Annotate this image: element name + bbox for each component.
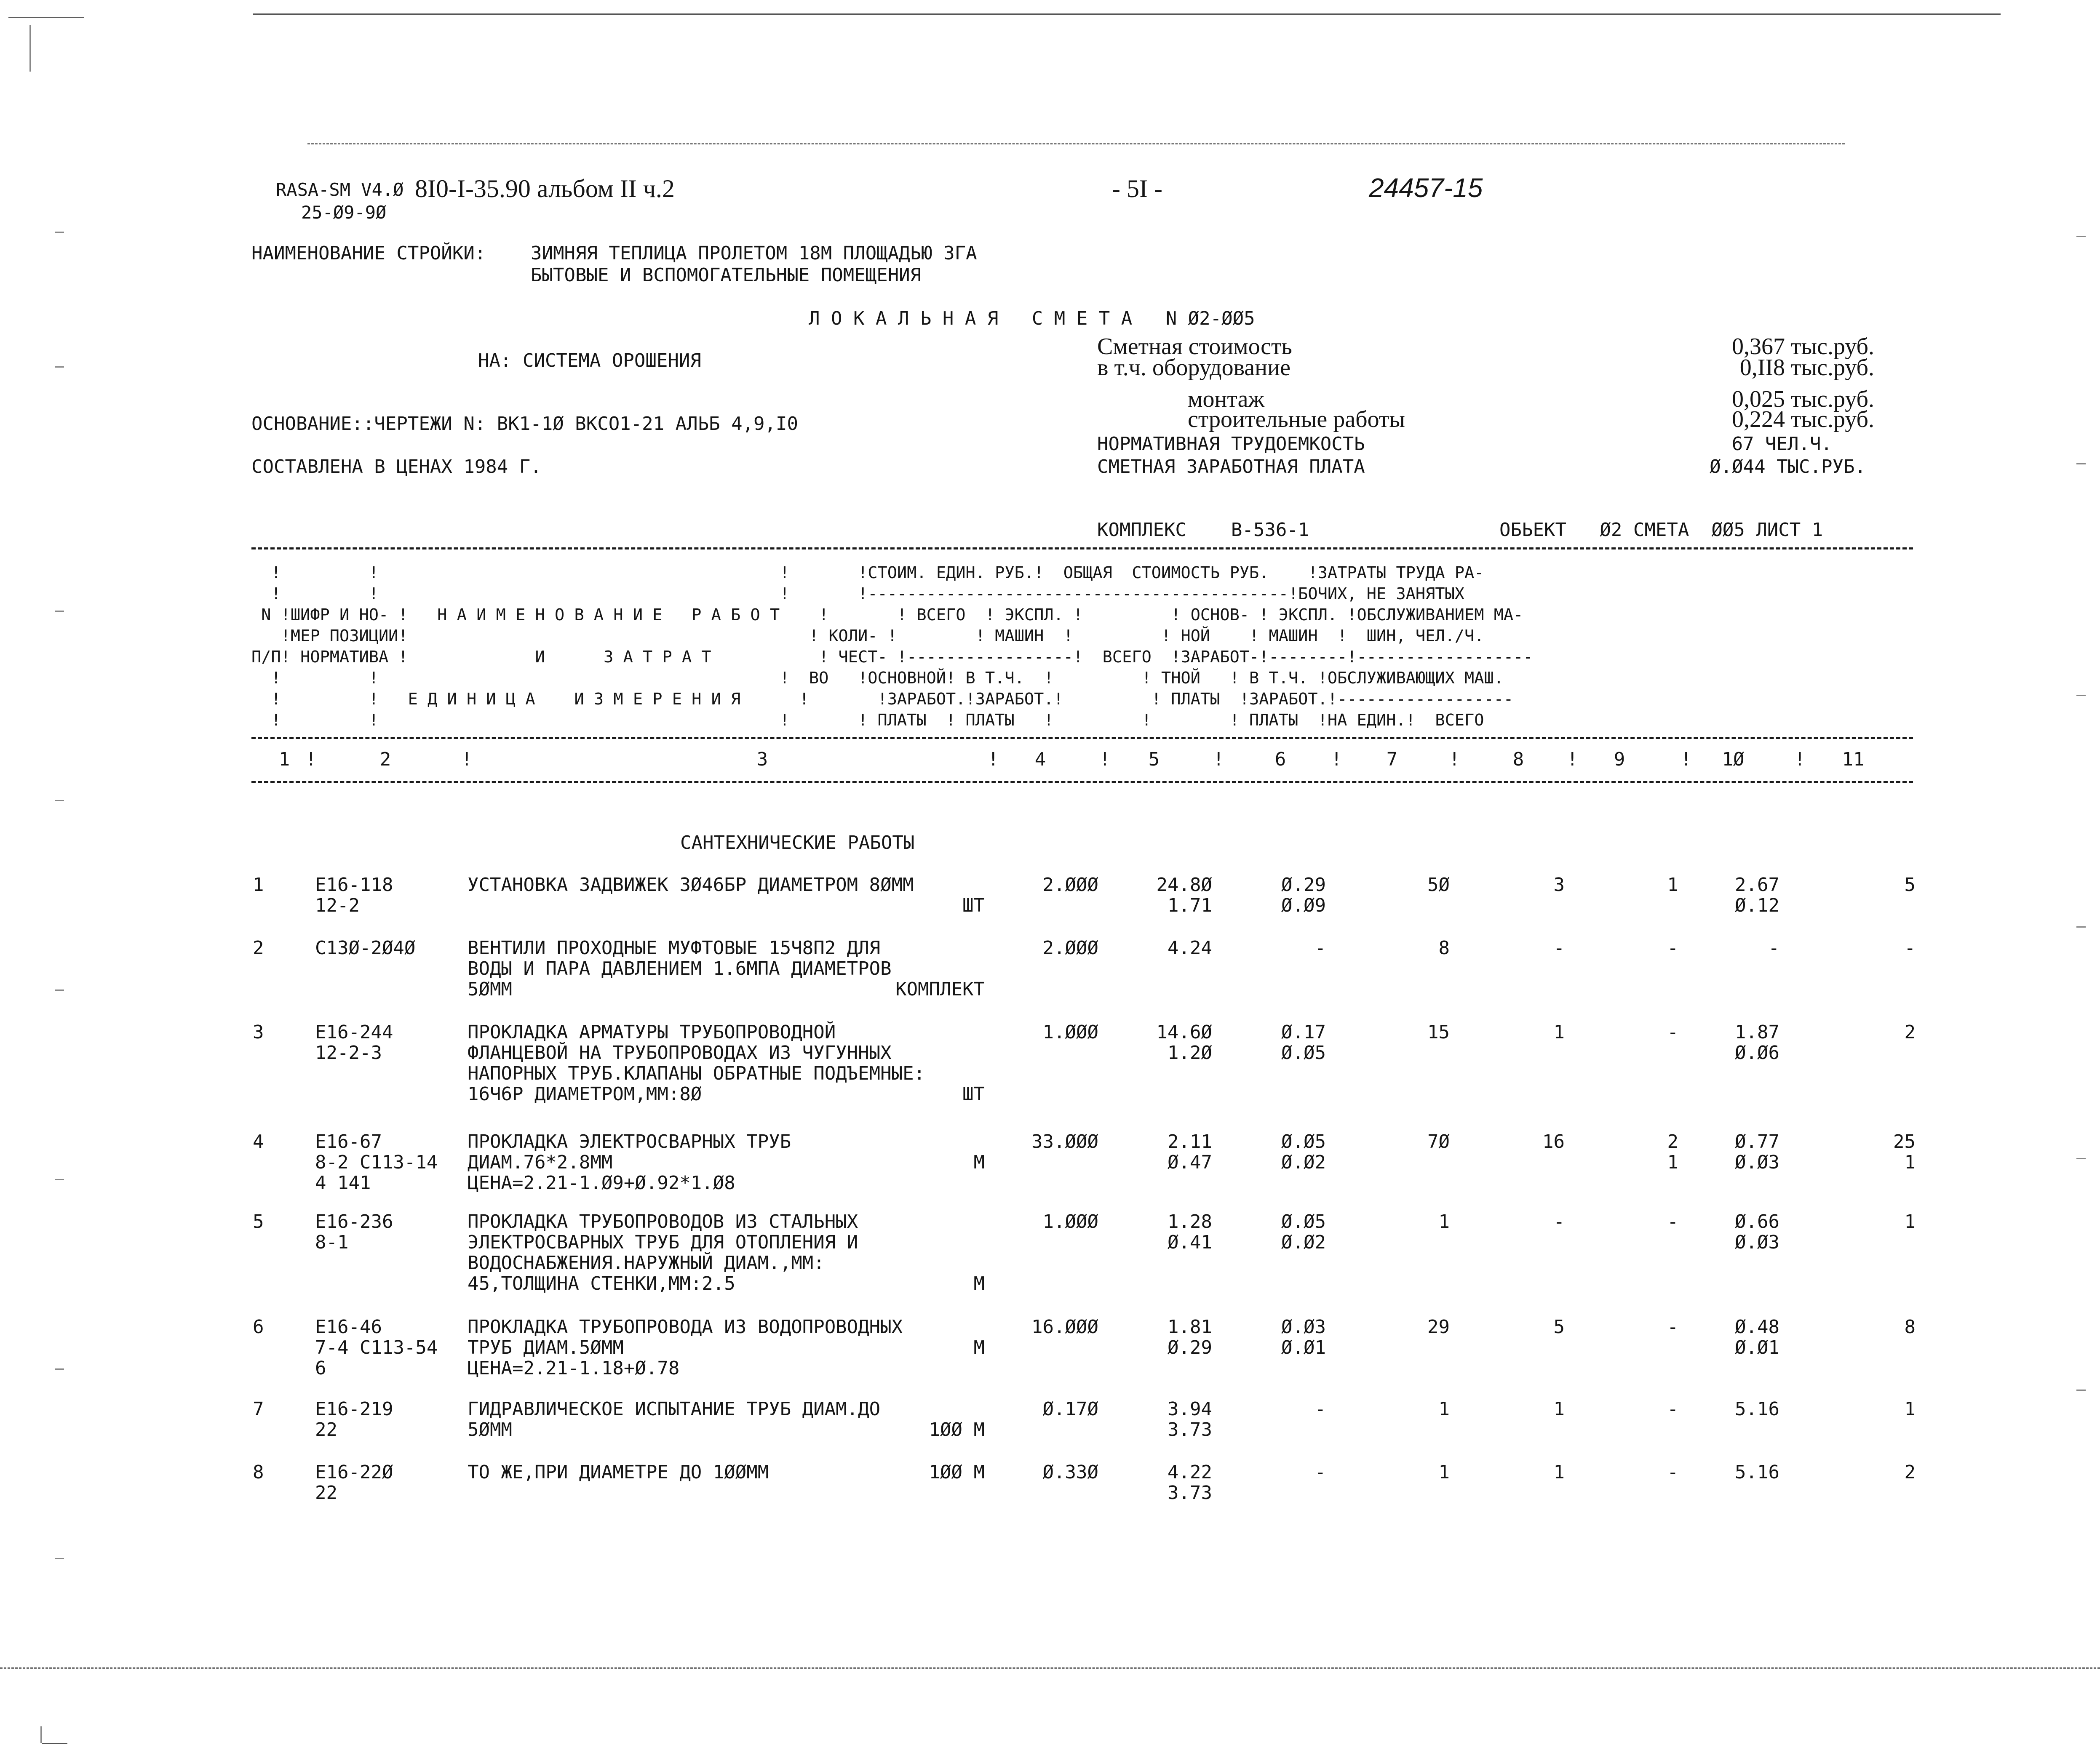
column-separator: ! (461, 749, 473, 770)
base-wages: 3 (1553, 874, 1565, 896)
unit-cost: 4.24 (1168, 937, 1212, 959)
album-reference: 8I0-I-35.90 альбом II ч.2 (415, 175, 675, 203)
base-wages: - (1553, 1211, 1565, 1232)
unit-cost: Ø.47 (1168, 1152, 1212, 1173)
labor-per-unit: 1.87 (1735, 1022, 1779, 1043)
unit-cost: 3.73 (1168, 1482, 1212, 1504)
work-name-line: ЦЕНА=2.21-1.Ø9+Ø.92*1.Ø8 (468, 1172, 735, 1194)
summary-label-construction: строительные работы (1188, 406, 1405, 432)
program-version: RASA-SM V4.Ø (276, 179, 404, 200)
unit-cost: 2.11 (1168, 1131, 1212, 1152)
machine-total: - (1667, 1398, 1678, 1420)
column-separator: ! (1331, 749, 1342, 770)
total-cost: 15 (1427, 1022, 1450, 1043)
machine-total: - (1667, 1022, 1678, 1043)
margin-tick (55, 366, 64, 368)
unit-cost: 4.22 (1168, 1462, 1212, 1483)
column-number: 3 (756, 749, 768, 770)
work-name-line: 45,ТОЛЩИНА СТЕНКИ,ММ:2.5 (468, 1273, 735, 1294)
work-name-line: УСТАНОВКА ЗАДВИЖЕК 3Ø46БР ДИАМЕТРОМ 8ØММ (468, 874, 914, 896)
labor-total: 5 (1904, 874, 1916, 896)
machine-cost: Ø.Ø2 (1281, 1152, 1326, 1173)
labor-per-unit: 5.16 (1735, 1462, 1779, 1483)
project-name-line1: ЗИМНЯЯ ТЕПЛИЦА ПРОЛЕТОМ 18М ПЛОЩАДЬЮ 3ГА (531, 243, 977, 264)
labor-per-unit: Ø.12 (1735, 895, 1779, 916)
machine-cost: Ø.Ø9 (1281, 895, 1326, 916)
page-number: - 5I - (1112, 175, 1162, 203)
machine-cost: Ø.17 (1281, 1022, 1326, 1043)
quantity: 1.ØØØ (1042, 1211, 1098, 1232)
machine-total: 2 (1667, 1131, 1678, 1152)
machine-cost: - (1315, 937, 1326, 959)
print-date: 25-Ø9-9Ø (301, 202, 387, 223)
labor-total: 2 (1904, 1022, 1916, 1043)
work-name-line: ВЕНТИЛИ ПРОХОДНЫЕ МУФТОВЫЕ 15Ч8П2 ДЛЯ (468, 937, 881, 959)
summary-value-wages: Ø.Ø44 ТЫС.РУБ. (1710, 456, 1866, 477)
norm-code: Е16-219 (315, 1398, 393, 1420)
column-separator: ! (1681, 749, 1692, 770)
machine-cost: Ø.Ø1 (1281, 1337, 1326, 1358)
machine-total: - (1667, 937, 1678, 959)
labor-total: 1 (1904, 1398, 1916, 1420)
unit-of-measure: М (973, 1273, 985, 1294)
work-name-line: ПРОКЛАДКА ТРУБОПРОВОДОВ ИЗ СТАЛЬНЫХ (468, 1211, 858, 1232)
base-wages: 1 (1553, 1462, 1565, 1483)
summary-value-installation: 0,025 тыс.руб. (1732, 386, 1874, 412)
margin-tick (2076, 463, 2086, 464)
unit-of-measure: КОМПЛЕКТ (895, 979, 985, 1000)
project-name-line2: БЫТОВЫЕ И ВСПОМОГАТЕЛЬНЫЕ ПОМЕЩЕНИЯ (531, 264, 922, 286)
margin-tick (55, 990, 64, 991)
scan-mark (8, 17, 84, 18)
column-separator: ! (1794, 749, 1806, 770)
machine-cost: Ø.29 (1281, 874, 1326, 896)
column-number: 8 (1512, 749, 1524, 770)
norm-code: Е16-22Ø (315, 1462, 393, 1483)
labor-per-unit: Ø.77 (1735, 1131, 1779, 1152)
unit-cost: 3.73 (1168, 1419, 1212, 1440)
unit-cost: 3.94 (1168, 1398, 1212, 1420)
norm-code: С13Ø-2Ø4Ø (315, 937, 416, 959)
work-name-line: ПРОКЛАДКА ЭЛЕКТРОСВАРНЫХ ТРУБ (468, 1131, 791, 1152)
summary-label-total: Сметная стоимость (1097, 333, 1292, 360)
header-bottom-rule (251, 737, 1913, 739)
labor-per-unit: Ø.48 (1735, 1316, 1779, 1338)
norm-code: Е16-244 (315, 1022, 393, 1043)
column-number: 7 (1386, 749, 1398, 770)
margin-tick (55, 1179, 64, 1180)
labor-per-unit: Ø.Ø3 (1735, 1152, 1779, 1173)
total-cost: 29 (1427, 1316, 1450, 1338)
table-header-line: ! ! ! ВО !ОСНОВНОЙ! В Т.Ч. ! ! ТНОЙ ! В Т.Ч. !ОБСЛУЖИВАЮЩИХ МАШ. (251, 669, 1504, 688)
quantity: 2.ØØØ (1042, 937, 1098, 959)
unit-of-measure: 1ØØ М (929, 1419, 985, 1440)
work-name-line: ГИДРАВЛИЧЕСКОЕ ИСПЫТАНИЕ ТРУБ ДИАМ.ДО (468, 1398, 881, 1420)
norm-code: 4 141 (315, 1172, 371, 1194)
labor-per-unit: Ø.Ø3 (1735, 1232, 1779, 1253)
machine-total: - (1667, 1462, 1678, 1483)
norm-code: 7-4 С113-54 (315, 1337, 438, 1358)
labor-per-unit: 2.67 (1735, 874, 1779, 896)
scan-mark-bottom (42, 1743, 67, 1744)
labor-per-unit: 5.16 (1735, 1398, 1779, 1420)
price-level: СОСТАВЛЕНА В ЦЕНАХ 1984 Г. (251, 456, 542, 477)
machine-total: - (1667, 1316, 1678, 1338)
unit-of-measure: ШТ (962, 1083, 985, 1105)
labor-per-unit: Ø.Ø1 (1735, 1337, 1779, 1358)
labor-per-unit: Ø.66 (1735, 1211, 1779, 1232)
scan-dashed-rule (307, 143, 1845, 144)
total-cost: 5Ø (1427, 874, 1450, 896)
work-name-line: ТО ЖЕ,ПРИ ДИАМЕТРЕ ДО 1ØØММ (468, 1462, 769, 1483)
column-separator: ! (1567, 749, 1578, 770)
table-header-line: ! ! ! !-------------------------------------------!БОЧИХ, НЕ ЗАНЯТЫХ (251, 584, 1465, 603)
unit-cost: 24.8Ø (1156, 874, 1212, 896)
unit-of-measure: ШТ (962, 895, 985, 916)
margin-tick (55, 1368, 64, 1370)
machine-cost: Ø.Ø5 (1281, 1211, 1326, 1232)
summary-label-wages: СМЕТНАЯ ЗАРАБОТНАЯ ПЛАТА (1097, 456, 1365, 477)
norm-code: 8-1 (315, 1232, 349, 1253)
labor-total: 2 (1904, 1462, 1916, 1483)
margin-tick (55, 800, 64, 801)
work-name-line: 5ØММ (468, 1419, 512, 1440)
norm-code: 22 (315, 1419, 337, 1440)
table-header-line: N !ШИФР И НО- ! Н А И М Е Н О В А Н И Е Р А Б О Т ! ! ВСЕГО ! ЭКСПЛ. ! ! ОСНОВ- ! ЭКСПЛ. !ОБСЛУЖИВАНИЕМ МА- (251, 605, 1523, 624)
base-wages: 1 (1553, 1022, 1565, 1043)
labor-total: 8 (1904, 1316, 1916, 1338)
column-number: 1Ø (1722, 749, 1745, 770)
machine-cost: Ø.Ø2 (1281, 1232, 1326, 1253)
machine-total: - (1667, 1211, 1678, 1232)
base-wages: 1 (1553, 1398, 1565, 1420)
machine-cost: Ø.Ø5 (1281, 1042, 1326, 1064)
unit-of-measure: 1ØØ М (929, 1462, 985, 1483)
norm-code: Е16-67 (315, 1131, 382, 1152)
summary-label-equipment: в т.ч. оборудование (1097, 355, 1290, 381)
column-separator: ! (1213, 749, 1224, 770)
row-number: 8 (253, 1462, 264, 1483)
margin-tick (2076, 1158, 2086, 1159)
table-header-line: ! ! Е Д И Н И Ц А И З М Е Р Е Н И Я ! !ЗАРАБОТ.!ЗАРАБОТ.! ! ПЛАТЫ !ЗАРАБОТ.!------------------ (251, 690, 1514, 709)
column-number: 11 (1842, 749, 1865, 770)
unit-cost: 1.2Ø (1168, 1042, 1212, 1064)
unit-cost: 1.28 (1168, 1211, 1212, 1232)
unit-cost: 1.71 (1168, 895, 1212, 916)
estimate-basis: ОСНОВАНИЕ::ЧЕРТЕЖИ N: ВК1-1Ø ВКСО1-21 АЛЬБ 4,9,I0 (251, 413, 799, 435)
table-header-line: П/П! НОРМАТИВА ! И З А Т Р А Т ! ЧЕСТ- !-----------------! ВСЕГО !ЗАРАБОТ-!--------!------------------ (251, 648, 1533, 667)
column-number: 6 (1274, 749, 1286, 770)
object-sheet-ref: ОБЬЕКТ Ø2 СМЕТА ØØ5 ЛИСТ 1 (1499, 519, 1823, 541)
document-number: 24457-15 (1369, 173, 1483, 203)
unit-cost: 1.81 (1168, 1316, 1212, 1338)
summary-value-labor: 67 ЧЕЛ.Ч. (1731, 433, 1832, 455)
scan-mark-left-bottom (40, 1726, 42, 1743)
machine-total: 1 (1667, 874, 1678, 896)
scan-top-rule (253, 13, 2001, 15)
norm-code: 6 (315, 1358, 326, 1379)
column-separator: ! (1099, 749, 1111, 770)
norm-code: Е16-236 (315, 1211, 393, 1232)
margin-tick (55, 1558, 64, 1559)
scan-mark-left (29, 25, 31, 72)
base-wages: - (1553, 937, 1565, 959)
margin-tick (2076, 1390, 2086, 1391)
machine-cost: Ø.Ø5 (1281, 1131, 1326, 1152)
labor-total: 1 (1904, 1152, 1916, 1173)
project-label: НАИМЕНОВАНИЕ СТРОЙКИ: (251, 243, 486, 264)
column-numbers-rule (251, 781, 1913, 783)
work-name-line: ВОДОСНАБЖЕНИЯ.НАРУЖНЫЙ ДИАМ.,ММ: (468, 1252, 825, 1274)
labor-total: 25 (1893, 1131, 1916, 1152)
column-separator: ! (988, 749, 999, 770)
summary-value-construction: 0,224 тыс.руб. (1732, 406, 1874, 432)
work-name-line: ДИАМ.76*2.8ММ (468, 1152, 613, 1173)
column-number: 4 (1034, 749, 1046, 770)
row-number: 4 (253, 1131, 264, 1152)
summary-label-labor: НОРМАТИВНАЯ ТРУДОЕМКОСТЬ (1097, 433, 1365, 455)
row-number: 7 (253, 1398, 264, 1420)
labor-total: - (1904, 937, 1916, 959)
column-number: 2 (379, 749, 391, 770)
unit-cost: Ø.29 (1168, 1337, 1212, 1358)
total-cost: 1 (1438, 1211, 1450, 1232)
row-number: 2 (253, 937, 264, 959)
summary-label-installation: монтаж (1188, 386, 1265, 412)
base-wages: 5 (1553, 1316, 1565, 1338)
base-wages: 16 (1542, 1131, 1565, 1152)
quantity: 2.ØØØ (1042, 874, 1098, 896)
table-top-rule (251, 547, 1913, 549)
margin-tick (2076, 236, 2086, 237)
summary-value-total: 0,367 тыс.руб. (1732, 333, 1874, 360)
complex-code: КОМПЛЕКС В-536-1 (1097, 519, 1309, 541)
total-cost: 1 (1438, 1398, 1450, 1420)
quantity: 1.ØØØ (1042, 1022, 1098, 1043)
work-name-line: 5ØММ (468, 979, 512, 1000)
labor-per-unit: Ø.Ø6 (1735, 1042, 1779, 1064)
table-header-line: !МЕР ПОЗИЦИИ! ! КОЛИ- ! ! МАШИН ! ! НОЙ ! МАШИН ! ШИН, ЧЕЛ./Ч. (251, 627, 1484, 645)
total-cost: 8 (1438, 937, 1450, 959)
norm-code: 8-2 С113-14 (315, 1152, 438, 1173)
column-number: 5 (1148, 749, 1160, 770)
summary-value-equipment: 0,II8 тыс.руб. (1739, 355, 1874, 381)
work-name-line: ВОДЫ И ПАРА ДАВЛЕНИЕМ 1.6МПА ДИАМЕТРОВ (468, 958, 892, 979)
work-name-line: ЭЛЕКТРОСВАРНЫХ ТРУБ ДЛЯ ОТОПЛЕНИЯ И (468, 1232, 858, 1253)
table-header-line: ! ! ! !СТОИМ. ЕДИН. РУБ.! ОБЩАЯ СТОИМОСТЬ РУБ. !ЗАТРАТЫ ТРУДА РА- (251, 563, 1484, 582)
estimate-title: Л О К А Л Ь Н А Я С М Е Т А N Ø2-ØØ5 (809, 308, 1255, 329)
norm-code: Е16-118 (315, 874, 393, 896)
row-number: 1 (253, 874, 264, 896)
unit-cost: Ø.41 (1168, 1232, 1212, 1253)
labor-total: 1 (1904, 1211, 1916, 1232)
section-title: САНТЕХНИЧЕСКИЕ РАБОТЫ (680, 832, 915, 853)
row-number: 3 (253, 1022, 264, 1043)
work-name-line: ТРУБ ДИАМ.5ØММ (468, 1337, 624, 1358)
labor-per-unit: - (1768, 937, 1779, 959)
work-name-line: ФЛАНЦЕВОЙ НА ТРУБОПРОВОДАХ ИЗ ЧУГУННЫХ (468, 1042, 892, 1064)
quantity: Ø.33Ø (1042, 1462, 1098, 1483)
total-cost: 7Ø (1427, 1131, 1450, 1152)
row-number: 5 (253, 1211, 264, 1232)
work-name-line: 16Ч6Р ДИАМЕТРОМ,ММ:8Ø (468, 1083, 702, 1105)
column-separator: ! (1449, 749, 1460, 770)
quantity: Ø.17Ø (1042, 1398, 1098, 1420)
machine-cost: - (1315, 1462, 1326, 1483)
machine-cost: Ø.Ø3 (1281, 1316, 1326, 1338)
table-header-line: ! ! ! ! ПЛАТЫ ! ПЛАТЫ ! ! ! ПЛАТЫ !НА ЕДИН.! ВСЕГО (251, 711, 1484, 730)
work-name-line: ПРОКЛАДКА АРМАТУРЫ ТРУБОПРОВОДНОЙ (468, 1022, 836, 1043)
norm-code: 22 (315, 1482, 337, 1504)
margin-tick (2076, 926, 2086, 928)
column-number: 1 (278, 749, 290, 770)
norm-code: Е16-46 (315, 1316, 382, 1338)
margin-tick (55, 611, 64, 612)
estimate-subject: НА: СИСТЕМА ОРОШЕНИЯ (478, 350, 701, 371)
column-number: 9 (1614, 749, 1625, 770)
machine-cost: - (1315, 1398, 1326, 1420)
margin-tick (2076, 695, 2086, 696)
machine-total: 1 (1667, 1152, 1678, 1173)
work-name-line: ЦЕНА=2.21-1.18+Ø.78 (468, 1358, 680, 1379)
quantity: 16.ØØØ (1031, 1316, 1098, 1338)
work-name-line: ПРОКЛАДКА ТРУБОПРОВОДА ИЗ ВОДОПРОВОДНЫХ (468, 1316, 903, 1338)
unit-of-measure: М (973, 1337, 985, 1358)
quantity: 33.ØØØ (1031, 1131, 1098, 1152)
unit-cost: 14.6Ø (1156, 1022, 1212, 1043)
column-separator: ! (305, 749, 317, 770)
scan-bottom-rule (0, 1667, 2100, 1669)
unit-of-measure: М (973, 1152, 985, 1173)
row-number: 6 (253, 1316, 264, 1338)
norm-code: 12-2 (315, 895, 360, 916)
total-cost: 1 (1438, 1462, 1450, 1483)
margin-tick (55, 232, 64, 233)
work-name-line: НАПОРНЫХ ТРУБ.КЛАПАНЫ ОБРАТНЫЕ ПОДЪЕМНЫЕ: (468, 1063, 925, 1084)
norm-code: 12-2-3 (315, 1042, 382, 1064)
